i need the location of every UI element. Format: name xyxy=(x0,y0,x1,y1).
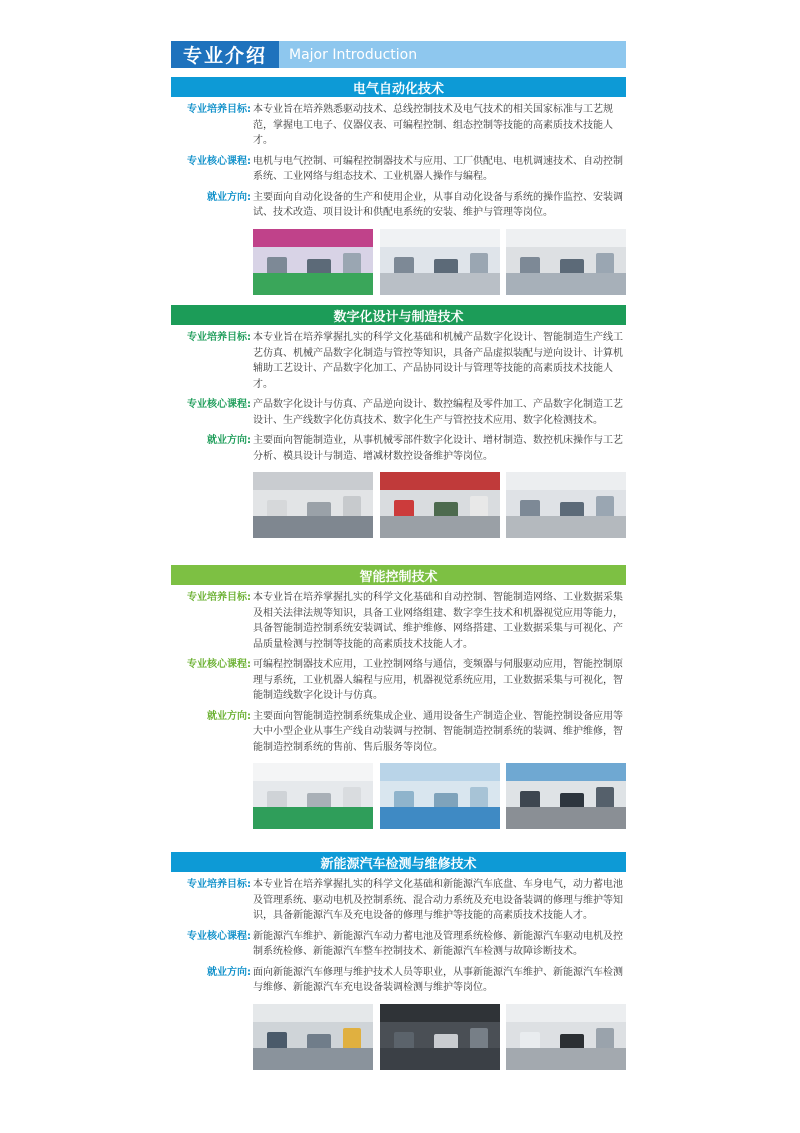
career-row xyxy=(171,965,626,996)
career-row xyxy=(171,190,626,221)
lab-photo xyxy=(253,472,373,538)
career-text: 主要面向智能制造业，从事机械零部件数字化设计、增材制造、数控机床操作与工艺分析、模具设计与制造、增减材数控设备维护等岗位。 xyxy=(253,435,623,462)
courses-row xyxy=(171,397,626,428)
lab-photo xyxy=(506,763,626,829)
courses-text: 电机与电气控制、可编程控制器技术与应用、工厂供配电、电机调速技术、自动控制系统、工业网络与组态技术、工业机器人操作与编程。 xyxy=(253,155,623,182)
goal-label: 专业培养目标: xyxy=(187,104,251,115)
section-title: 电气自动化技术 xyxy=(171,77,626,97)
page-title: 专业介绍 xyxy=(171,41,279,68)
lab-photo xyxy=(380,763,500,829)
courses-text: 产品数字化设计与仿真、产品逆向设计、数控编程及零件加工、产品数字化制造工艺设计、生产线数字化仿真技术、数字化生产与管控技术应用、数字化检测技术。 xyxy=(253,399,623,426)
page-title-en: Major Introduction xyxy=(279,41,626,68)
goal-text: 本专业旨在培养熟悉驱动技术、总线控制技术及电气技术的相关国家标准与工艺规范，掌握电工电子、仪器仪表、可编程控制、组态控制等技能的高素质技术技能人才。 xyxy=(253,104,613,146)
photo-row xyxy=(253,1004,626,1070)
section-title: 新能源汽车检测与维修技术 xyxy=(171,852,626,872)
career-row xyxy=(171,709,626,756)
career-text: 面向新能源汽车修理与维护技术人员等职业，从事新能源汽车维护、新能源汽车检测与维修、新能源汽车充电设备装调检测与维护等岗位。 xyxy=(253,966,623,993)
major-section-intelligent-control xyxy=(171,565,626,829)
major-section-electrical xyxy=(171,77,626,295)
lab-photo xyxy=(380,229,500,295)
photo-row xyxy=(253,472,626,538)
lab-photo xyxy=(506,472,626,538)
lab-photo xyxy=(253,763,373,829)
career-label: 就业方向: xyxy=(207,966,251,978)
goal-text: 本专业旨在培养掌握扎实的科学文化基础和自动控制、智能制造网络、工业数据采集及相关法律法规等知识，具备工业网络组建、数字孪生技术和机器视觉应用等能力，具备智能制造控制系统安装调试、维护维修、网络搭建、工业数据采集与可视化、产品质量检测与控制等技能的高素质技术技能人才。 xyxy=(253,592,623,650)
page-header xyxy=(171,41,626,68)
career-label: 就业方向: xyxy=(207,435,251,446)
section-title: 数字化设计与制造技术 xyxy=(171,305,626,325)
career-row xyxy=(171,433,626,464)
goal-row xyxy=(171,102,626,149)
goal-text: 本专业旨在培养掌握扎实的科学文化基础和新能源汽车底盘、车身电气，动力蓄电池及管理系统、驱动电机及控制系统、混合动力系统及充电设备装调的修理与维护等知识，具备新能源汽车及充电设备的修理与维护等技能的高素质技术技能人才。 xyxy=(253,879,623,921)
lab-photo xyxy=(253,229,373,295)
courses-row xyxy=(171,657,626,704)
section-title: 智能控制技术 xyxy=(171,565,626,585)
goal-row xyxy=(171,330,626,392)
career-label: 就业方向: xyxy=(207,710,251,722)
career-text: 主要面向智能制造控制系统集成企业、通用设备生产制造企业、智能控制设备应用等大中小型企业从事生产线自动装调与控制、智能制造控制系统的装调、维护维修，智能制造控制系统的售前、售后服务等岗位。 xyxy=(253,710,623,753)
courses-row xyxy=(171,154,626,185)
lab-photo xyxy=(380,1004,500,1070)
lab-photo xyxy=(506,229,626,295)
goal-text: 本专业旨在培养掌握扎实的科学文化基础和机械产品数字化设计、智能制造生产线工艺仿真、机械产品数字化制造与管控等知识，具备产品虚拟装配与逆向设计、计算机辅助工艺设计、产品数字化加工、产品协同设计与管理等技能的高素质技术技能人才。 xyxy=(253,332,623,390)
career-text: 主要面向自动化设备的生产和使用企业，从事自动化设备与系统的操作监控、安装调试、技术改造、项目设计和供配电系统的安装、维护与管理等岗位。 xyxy=(253,191,623,218)
career-label: 就业方向: xyxy=(207,191,251,203)
goal-label: 专业培养目标: xyxy=(187,592,251,603)
major-section-digital-design xyxy=(171,305,626,538)
photo-row xyxy=(253,763,626,829)
courses-label: 专业核心课程: xyxy=(187,155,251,167)
courses-label: 专业核心课程: xyxy=(187,659,251,670)
goal-label: 专业培养目标: xyxy=(187,879,251,890)
lab-photo xyxy=(253,1004,373,1070)
courses-label: 专业核心课程: xyxy=(187,399,251,410)
lab-photo xyxy=(380,472,500,538)
goal-row xyxy=(171,877,626,924)
goal-row xyxy=(171,590,626,652)
lab-photo xyxy=(506,1004,626,1070)
courses-row xyxy=(171,929,626,960)
photo-row xyxy=(253,229,626,295)
major-section-new-energy-vehicle xyxy=(171,852,626,1070)
courses-label: 专业核心课程: xyxy=(187,930,251,942)
courses-text: 新能源汽车维护、新能源汽车动力蓄电池及管理系统检修、新能源汽车驱动电机及控制系统检修、新能源汽车整车控制技术、新能源汽车检测与故障诊断技术。 xyxy=(253,930,623,957)
goal-label: 专业培养目标: xyxy=(187,332,251,343)
courses-text: 可编程控制器技术应用，工业控制网络与通信，变频器与伺服驱动应用，智能控制原理与系统，工业机器人编程与应用，机器视觉系统应用，工业数据采集与可视化，智能制造线数字化设计与仿真。 xyxy=(253,659,623,701)
